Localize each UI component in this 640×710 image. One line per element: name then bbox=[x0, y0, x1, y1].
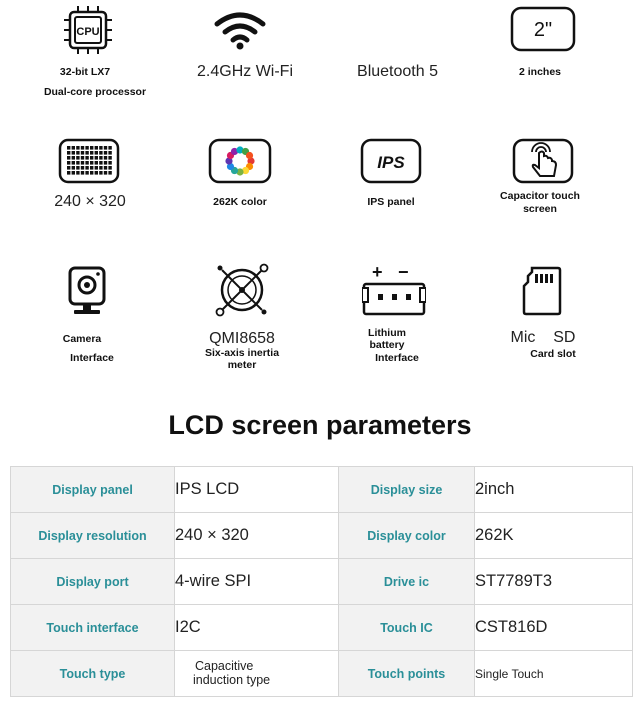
color-wheel-icon bbox=[208, 138, 272, 184]
ips-panel-icon bbox=[360, 138, 422, 184]
table-row bbox=[11, 605, 633, 651]
gyroscope-icon bbox=[214, 262, 270, 318]
param-key: Drive ic bbox=[339, 559, 475, 605]
param-value: 4-wire SPI bbox=[175, 559, 339, 605]
param-value: ST7789T3 bbox=[475, 559, 633, 605]
sd-card-icon bbox=[522, 266, 562, 316]
param-key: Touch points bbox=[339, 651, 475, 697]
table-row bbox=[11, 651, 633, 697]
resolution-label: 240 × 320 bbox=[54, 193, 126, 210]
wifi-icon bbox=[213, 12, 267, 50]
cpu-line1: 32-bit LX7 bbox=[59, 66, 111, 78]
cpu-icon bbox=[64, 6, 112, 54]
param-key: Touch interface bbox=[11, 605, 175, 651]
camera-line2: Interface bbox=[70, 352, 114, 364]
camera-line1: Camera bbox=[62, 333, 102, 345]
touch-line2: screen bbox=[523, 203, 557, 215]
table-row bbox=[11, 467, 633, 513]
imu-line1: Six-axis inertia bbox=[204, 347, 280, 359]
size-icon-text: 2" bbox=[533, 19, 553, 41]
param-key: Touch IC bbox=[339, 605, 475, 651]
battery-line3: Interface bbox=[375, 352, 419, 364]
size-label: 2 inches bbox=[518, 66, 562, 78]
touch-hand-icon bbox=[512, 138, 574, 184]
wifi-label: 2.4GHz Wi-Fi bbox=[197, 63, 293, 80]
pixel-grid-icon bbox=[58, 138, 120, 184]
imu-line2: meter bbox=[227, 359, 257, 371]
screen-size-icon bbox=[510, 6, 576, 52]
param-value: Single Touch bbox=[475, 651, 633, 697]
param-value bbox=[175, 651, 339, 697]
param-value: IPS LCD bbox=[175, 467, 339, 513]
battery-plus: + bbox=[372, 262, 383, 282]
ips-icon-text: IPS bbox=[377, 153, 405, 172]
table-row bbox=[11, 513, 633, 559]
param-value: 2inch bbox=[475, 467, 633, 513]
param-value: CST816D bbox=[475, 605, 633, 651]
param-key: Touch type bbox=[11, 651, 175, 697]
battery-line1: Lithium bbox=[368, 327, 406, 339]
param-key: Display resolution bbox=[11, 513, 175, 559]
cpu-icon-text: CPU bbox=[76, 26, 100, 38]
param-value-line2: induction type bbox=[193, 672, 271, 687]
section-title: LCD screen parameters bbox=[168, 410, 472, 440]
bluetooth-label: Bluetooth 5 bbox=[357, 63, 438, 80]
param-value: 262K bbox=[475, 513, 633, 559]
color-label: 262K color bbox=[213, 196, 267, 208]
lcd-parameters-table bbox=[10, 466, 633, 697]
battery-icon bbox=[362, 262, 426, 318]
sd-label: Mic SD bbox=[510, 329, 576, 346]
param-key: Display panel bbox=[11, 467, 175, 513]
imu-label: QMI8658 bbox=[209, 330, 275, 347]
battery-line2: battery bbox=[369, 339, 405, 351]
sd-line1: Card slot bbox=[530, 348, 576, 360]
camera-icon bbox=[66, 266, 108, 316]
touch-line1: Capacitor touch bbox=[500, 190, 580, 202]
param-value: 240 × 320 bbox=[175, 513, 339, 559]
table-row bbox=[11, 559, 633, 605]
param-value-line1: Capacitive bbox=[195, 658, 254, 673]
ips-label: IPS panel bbox=[367, 196, 415, 208]
param-key: Display size bbox=[339, 467, 475, 513]
param-value: I2C bbox=[175, 605, 339, 651]
param-key: Display port bbox=[11, 559, 175, 605]
param-key: Display color bbox=[339, 513, 475, 559]
battery-minus: − bbox=[398, 262, 409, 282]
cpu-line2: Dual-core processor bbox=[43, 86, 147, 98]
